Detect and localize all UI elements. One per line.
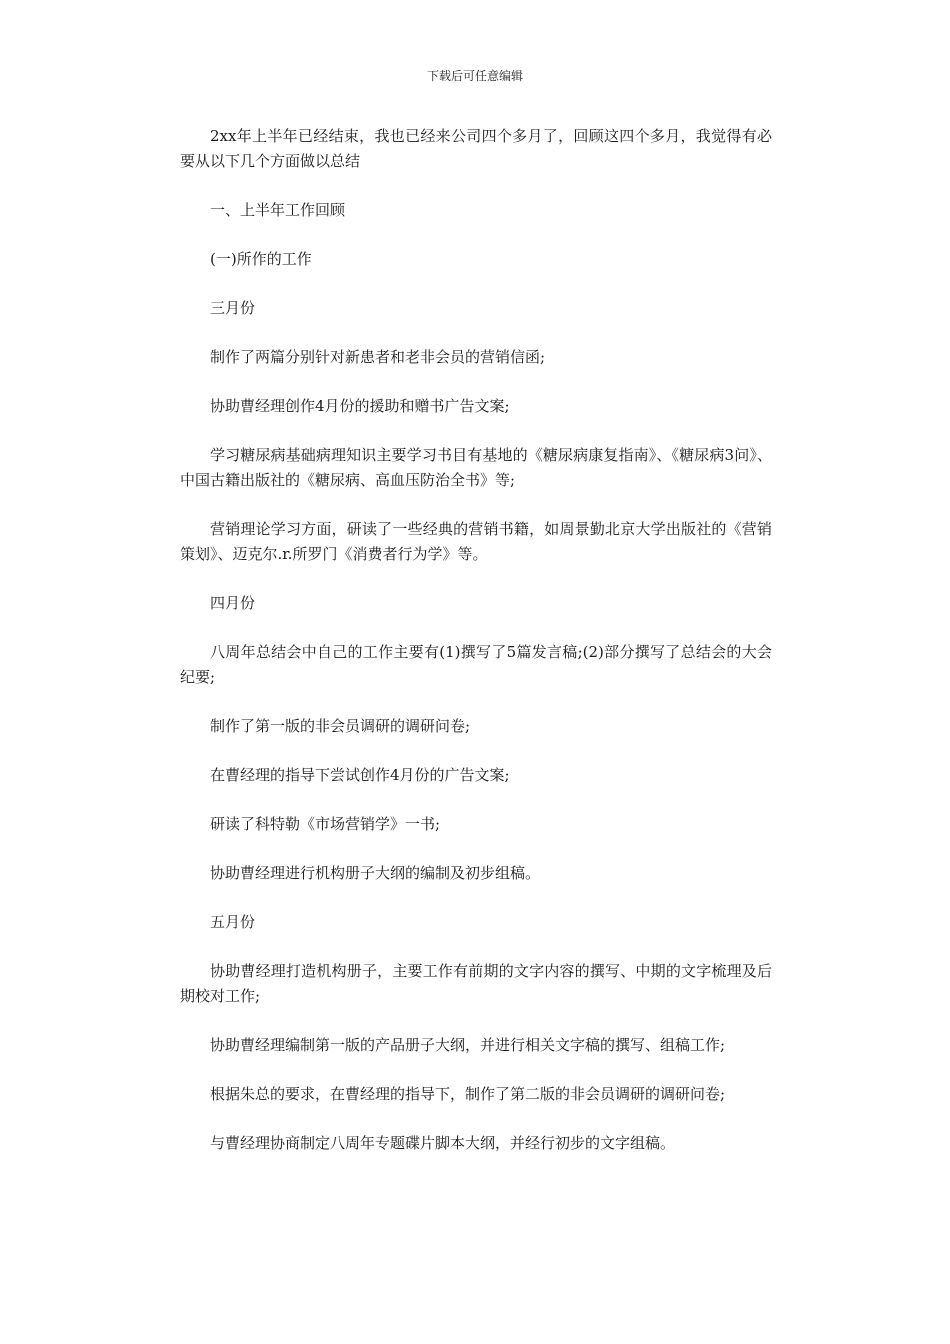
paragraph: 制作了第一版的非会员调研的调研问卷; bbox=[210, 717, 471, 735]
paragraph: 协助曹经理进行机构册子大纲的编制及初步组稿。 bbox=[210, 864, 541, 882]
section-heading: 一、上半年工作回顾 bbox=[210, 201, 346, 219]
paragraph: 营销理论学习方面，研读了一些经典的营销书籍，如周景勤北京大学出版社的《营销策划》、迈克尔.r.所罗门《消费者行为学》等。 bbox=[180, 520, 772, 563]
paragraph-intro: 2xx年上半年已经结束，我也已经来公司四个多月了，回顾这四个多月，我觉得有必要从以下几个方面做以总结 bbox=[180, 127, 772, 170]
paragraph: 协助曹经理创作4月份的援助和赠书广告文案; bbox=[210, 397, 510, 415]
document-body bbox=[180, 124, 772, 1180]
subsection-heading: (一)所作的工作 bbox=[210, 250, 312, 268]
paragraph: 学习糖尿病基础病理知识主要学习书目有基地的《糖尿病康复指南》、《糖尿病3问》、中国古籍出版社的《糖尿病、高血压防治全书》等; bbox=[180, 446, 772, 489]
paragraph: 研读了科特勒《市场营销学》一书; bbox=[210, 815, 441, 833]
paragraph: 协助曹经理打造机构册子，主要工作有前期的文字内容的撰写、中期的文字梳理及后期校对工作; bbox=[180, 962, 772, 1005]
paragraph: 与曹经理协商制定八周年专题碟片脚本大纲，并经行初步的文字组稿。 bbox=[210, 1134, 676, 1152]
month-heading-april: 四月份 bbox=[210, 594, 256, 612]
paragraph: 协助曹经理编制第一版的产品册子大纲，并进行相关文字稿的撰写、组稿工作; bbox=[210, 1036, 726, 1054]
paragraph: 八周年总结会中自己的工作主要有(1)撰写了5篇发言稿;(2)部分撰写了总结会的大会纪要; bbox=[180, 643, 772, 686]
page-header: 下载后可任意编辑 bbox=[426, 69, 523, 83]
paragraph: 根据朱总的要求，在曹经理的指导下，制作了第二版的非会员调研的调研问卷; bbox=[210, 1085, 726, 1103]
month-heading-may: 五月份 bbox=[210, 913, 256, 931]
paragraph: 制作了两篇分别针对新患者和老非会员的营销信函; bbox=[210, 348, 546, 366]
paragraph: 在曹经理的指导下尝试创作4月份的广告文案; bbox=[210, 766, 510, 784]
month-heading-march: 三月份 bbox=[210, 299, 256, 317]
